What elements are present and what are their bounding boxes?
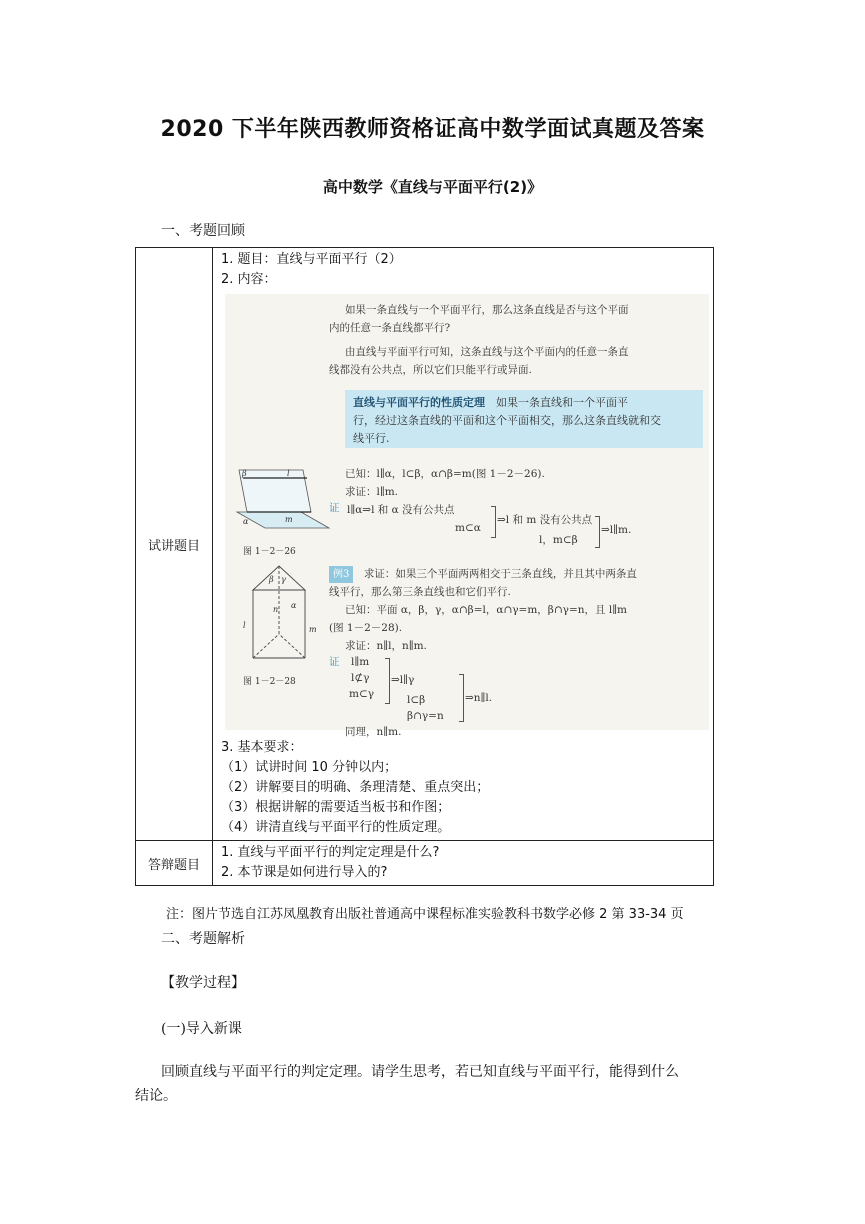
figure-1-2-26-diagram [229,466,333,544]
proof-2-step: β∩γ=n [407,710,444,722]
excerpt-answer-line: 由直线与平面平行可知，这条直线与这个平面内的任意一条直 [345,346,629,358]
prove-1: 求证：l∥m. [345,486,399,498]
proof-1-step: l∥α⇒l 和 α 没有公共点 [347,504,455,516]
proof-2-step: l⊂β [407,694,426,706]
given-2: 已知：平面 α，β，γ，α∩β=l，α∩γ=m，β∩γ=n，且 l∥m [345,604,628,616]
proof-tag: 证 [329,656,340,668]
figure-1-2-28-prism-diagram [239,562,319,672]
proof-1-step: ⇒l∥m. [601,524,632,536]
subsection-intro: (一)导入新课 [161,1021,242,1037]
figure-caption: 图 1－2－26 [243,547,296,557]
proof-2-step: m⊂γ [349,688,375,700]
body-paragraph: 结论。 [135,1088,177,1104]
theorem-box [345,390,703,448]
fig1-alpha-label: α [243,517,249,526]
brace-glyph [459,674,464,722]
requirement-item: （1）试讲时间 10 分钟以内； [221,760,398,775]
brace-glyph [491,506,496,538]
fig2-beta-label: β [269,575,274,584]
defense-content-cell [213,841,714,886]
example-text: 求证：如果三个平面两两相交于三条直线，并且其中两条直 [363,568,637,580]
fig2-n-label: n [273,605,279,614]
item-content: 2. 内容： [221,272,277,287]
proof-tag: 证 [329,502,340,514]
figure-caption: 图 1－2－28 [243,677,296,687]
theorem-text: 行，经过这条直线的平面和这个平面相交，那么这条直线就和交 [353,414,661,427]
fig1-m-label: m [285,515,293,524]
theorem-text: 线平行. [353,432,390,445]
table-row [136,841,714,886]
body-paragraph: 回顾直线与平面平行的判定定理。请学生思考，若已知直线与平面平行，能得到什么 [161,1064,679,1080]
textbook-excerpt-image [225,294,709,738]
page-subtitle: 高中数学《直线与平面平行(2)》 [322,178,543,196]
excerpt-question-line: 内的任意一条直线都平行? [329,322,451,334]
row-label-lecture: 试讲题目 [136,248,213,841]
fig2-m-label: m [309,625,317,634]
page-title: 2020 下半年陕西教师资格证高中数学面试真题及答案 [160,117,705,142]
requirement-item: （4）讲清直线与平面平行的性质定理。 [221,820,451,835]
fig1-beta-label: β [242,469,247,478]
defense-question: 1. 直线与平面平行的判定定理是什么? [221,845,440,860]
proof-1-step: l，m⊂β [539,534,578,546]
lecture-content-cell [213,248,714,841]
example-tag: 例3 [329,566,353,583]
brace-glyph [385,658,390,704]
excerpt-answer-line: 线都没有公共点，所以它们只能平行或异面. [329,364,532,376]
proof-1-step: m⊂α [455,522,481,534]
section-heading-review: 一、考题回顾 [161,223,245,239]
fig1-l-label: l [287,469,290,478]
given-1: 已知：l∥α，l⊂β，α∩β=m(图 1－2－26). [345,468,545,480]
source-note: 注：图片节选自江苏凤凰教育出版社普通高中课程标准实验教科书数学必修 2 第 33-34 页 [166,907,684,922]
proof-2-step: l∥m [351,656,370,668]
proof-1-step: ⇒l 和 m 没有公共点 [497,514,593,526]
defense-question: 2. 本节课是如何进行导入的? [221,865,388,880]
prove-2: 求证：n∥l，n∥m. [345,640,427,652]
proof-2-step: ⇒n∥l. [465,692,493,704]
fig2-alpha-label: α [291,601,297,610]
row-label-defense: 答辩题目 [136,841,213,886]
table-row [136,248,714,841]
item-requirements: 3. 基本要求： [221,740,303,755]
example-text: 线平行，那么第三条直线也和它们平行. [329,586,511,598]
theorem-text: 如果一条直线和一个平面平 [496,396,628,409]
proof-2-step: l⊄γ [351,672,370,684]
fig2-l-label: l [243,621,246,630]
section-heading-analysis: 二、考题解析 [161,931,245,947]
excerpt-question-line: 如果一条直线与一个平面平行，那么这条直线是否与这个平面 [345,304,629,316]
example-line [329,566,637,583]
brace-glyph [595,516,600,548]
exam-table [135,247,714,886]
proof-2-step: ⇒l∥γ [391,674,415,686]
item-topic: 1. 题目：直线与平面平行（2） [221,252,402,267]
same-reasoning: 同理，n∥m. [345,726,402,738]
teaching-process-heading: 【教学过程】 [161,975,245,991]
theorem-name: 直线与平面平行的性质定理 [353,396,485,409]
given-2: (图 1－2－28). [329,622,403,634]
requirement-item: （3）根据讲解的需要适当板书和作图； [221,800,451,815]
requirement-item: （2）讲解要目的明确、条理清楚、重点突出； [221,780,490,795]
fig2-gamma-label: γ [281,575,286,584]
